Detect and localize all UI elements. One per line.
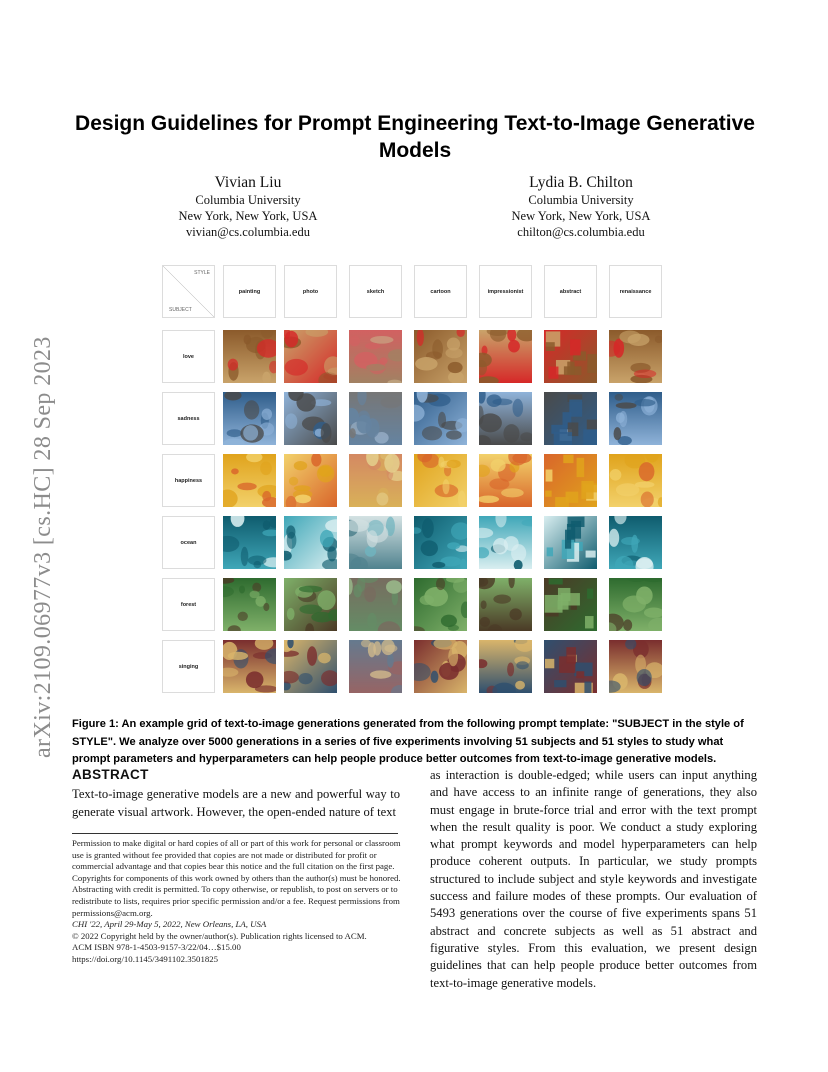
author-block-1: [118, 173, 378, 240]
abstract-text-left: Text-to-image generative models are a new and powerful way to generate visual artwork. However, the open-ended nature of text: [72, 787, 400, 819]
generated-image-sadness-impressionist: [479, 392, 532, 445]
generated-image-happiness-cartoon: [414, 454, 467, 507]
generated-image-ocean-painting: [223, 516, 276, 569]
generated-image-love-photo: [284, 330, 337, 383]
author-affiliation: Columbia University: [528, 193, 634, 207]
style-header-abstract: abstract: [544, 265, 597, 318]
footnote-isbn: ACM ISBN 978-1-4503-9157-3/22/04…$15.00: [72, 942, 241, 953]
author-name: Vivian Liu: [214, 174, 282, 191]
author-location: New York, New York, USA: [178, 209, 318, 223]
footnote-permission: Permission to make digital or hard copies of all or part of this work for personal or classroom use is granted without fee provided that copies are not made or distributed for profit or commercial advantage and that copies bear this notice and the full citation on the first page. Copyrights for components of this work owned by others than the author(s) must be honored. Abstracting with credit is permitted. To copy otherwise, or republish, to post on servers or to redistribute to lists, requires prior specific permission and/or a fee. Request permissions from permissions@acm.org.: [72, 838, 401, 918]
subject-label-sadness: sadness: [162, 392, 215, 445]
author-name: Lydia B. Chilton: [529, 174, 633, 191]
generated-image-happiness-renaissance: [609, 454, 662, 507]
abstract-text-right: as interaction is double-edged; while users can input anything and have access to an infinite range of generations, they also must engage in brute-force trial and error with the text prompt when the result quality is poor. We conduct a study exploring what prompt keywords and model hyperparameters can help produce coherent outputs. In particular, we study prompts structured to include subject and style keywords and investigate success and failure modes of these prompts. Our evaluation of 5493 generations over the course of five experiments spans 51 abstract and concrete subjects as well as 51 abstract and figurative styles. From this evaluation, we present design guidelines that can help people produce better outcomes from text-to-image generative models.: [430, 768, 757, 990]
style-header-photo: photo: [284, 265, 337, 318]
generated-image-singing-sketch: [349, 640, 402, 693]
generated-image-sadness-abstract: [544, 392, 597, 445]
figure-caption: Figure 1: An example grid of text-to-image generations generated from the following prompt template: "SUBJECT in the style of STYLE". We analyze over 5000 generations in a series of five experiments involving 51 subjects and 51 styles to study what prompt parameters and hyperparameters can help people produce better outcomes from text-to-image generative models.: [72, 718, 744, 765]
grid-corner-cell: [162, 265, 215, 318]
corner-style-label: STYLE: [194, 270, 210, 276]
subject-label-happiness: happiness: [162, 454, 215, 507]
author-location: New York, New York, USA: [511, 209, 651, 223]
generated-image-love-sketch: [349, 330, 402, 383]
generated-image-happiness-sketch: [349, 454, 402, 507]
style-header-impressionist: impressionist: [479, 265, 532, 318]
corner-subject-label: SUBJECT: [169, 307, 192, 313]
generated-image-sadness-renaissance: [609, 392, 662, 445]
generated-image-singing-impressionist: [479, 640, 532, 693]
generated-image-ocean-abstract: [544, 516, 597, 569]
author-block-2: [451, 173, 711, 240]
style-header-cartoon: cartoon: [414, 265, 467, 318]
footnote-doi[interactable]: https://doi.org/10.1145/3491102.3501825: [72, 953, 219, 964]
generated-image-happiness-impressionist: [479, 454, 532, 507]
generated-image-ocean-renaissance: [609, 516, 662, 569]
generated-image-love-cartoon: [414, 330, 467, 383]
generated-image-happiness-abstract: [544, 454, 597, 507]
generated-image-ocean-impressionist: [479, 516, 532, 569]
generated-image-love-impressionist: [479, 330, 532, 383]
style-header-sketch: sketch: [349, 265, 402, 318]
generated-image-sadness-cartoon: [414, 392, 467, 445]
generated-image-love-abstract: [544, 330, 597, 383]
author-email[interactable]: chilton@cs.columbia.edu: [517, 225, 645, 239]
author-email[interactable]: vivian@cs.columbia.edu: [186, 225, 310, 239]
footnote-venue: CHI '22, April 29-May 5, 2022, New Orleans, LA, USA: [72, 919, 267, 930]
subject-label-love: love: [162, 330, 215, 383]
subject-label-singing: singing: [162, 640, 215, 693]
generated-image-love-painting: [223, 330, 276, 383]
style-header-painting: painting: [223, 265, 276, 318]
generated-image-ocean-cartoon: [414, 516, 467, 569]
generated-image-forest-photo: [284, 578, 337, 631]
generated-image-singing-photo: [284, 640, 337, 693]
generated-image-sadness-sketch: [349, 392, 402, 445]
generated-image-ocean-photo: [284, 516, 337, 569]
generated-image-singing-cartoon: [414, 640, 467, 693]
generated-image-forest-renaissance: [609, 578, 662, 631]
generated-image-forest-abstract: [544, 578, 597, 631]
generated-image-forest-impressionist: [479, 578, 532, 631]
footnote-rule: [72, 833, 398, 834]
subject-label-ocean: ocean: [162, 516, 215, 569]
footnote: [72, 838, 402, 966]
arxiv-stamp: arXiv:2109.06977v3 [cs.HC] 28 Sep 2023: [30, 336, 56, 758]
subject-label-forest: forest: [162, 578, 215, 631]
generated-image-singing-renaissance: [609, 640, 662, 693]
generated-image-sadness-photo: [284, 392, 337, 445]
generated-image-forest-cartoon: [414, 578, 467, 631]
generated-image-love-renaissance: [609, 330, 662, 383]
generated-image-happiness-painting: [223, 454, 276, 507]
generated-image-singing-abstract: [544, 640, 597, 693]
style-header-renaissance: renaissance: [609, 265, 662, 318]
generated-image-singing-painting: [223, 640, 276, 693]
footnote-copyright: © 2022 Copyright held by the owner/author(s). Publication rights licensed to ACM.: [72, 930, 367, 941]
paper-title: Design Guidelines for Prompt Engineering Text-to-Image Generative Models: [75, 112, 755, 162]
generated-image-forest-sketch: [349, 578, 402, 631]
generated-image-ocean-sketch: [349, 516, 402, 569]
generated-image-forest-painting: [223, 578, 276, 631]
author-affiliation: Columbia University: [195, 193, 301, 207]
generated-image-happiness-photo: [284, 454, 337, 507]
abstract-heading: ABSTRACT: [72, 767, 149, 782]
generated-image-sadness-painting: [223, 392, 276, 445]
